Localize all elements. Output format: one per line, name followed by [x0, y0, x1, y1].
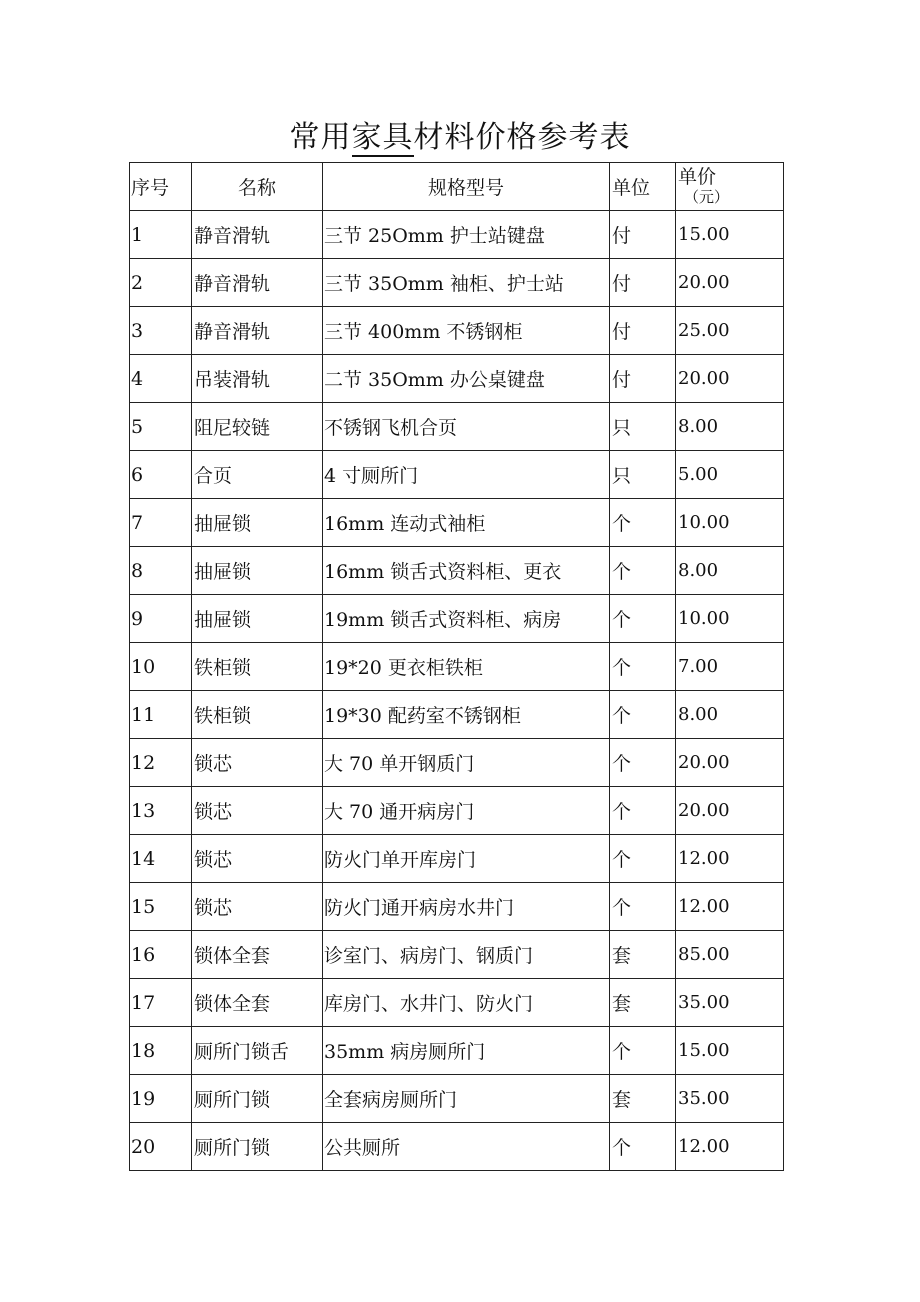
cell-unit: 付 [610, 211, 676, 259]
cell-spec: 16mm 锁舌式资料柜、更衣 [323, 547, 610, 595]
table-row [130, 547, 784, 595]
cell-no: 8 [130, 547, 192, 595]
cell-spec: 19*20 更衣柜铁柜 [323, 643, 610, 691]
cell-price: 8.00 [676, 403, 784, 451]
cell-unit: 个 [610, 739, 676, 787]
cell-price: 15.00 [676, 211, 784, 259]
cell-no: 5 [130, 403, 192, 451]
cell-no: 11 [130, 691, 192, 739]
table-row [130, 835, 784, 883]
table-header-row [130, 163, 784, 211]
cell-spec: 公共厕所 [323, 1123, 610, 1171]
cell-price: 12.00 [676, 883, 784, 931]
cell-price: 12.00 [676, 835, 784, 883]
cell-unit: 套 [610, 1075, 676, 1123]
cell-price: 20.00 [676, 355, 784, 403]
cell-price: 7.00 [676, 643, 784, 691]
table-row [130, 259, 784, 307]
cell-name: 阻尼较链 [192, 403, 323, 451]
cell-no: 6 [130, 451, 192, 499]
cell-price: 85.00 [676, 931, 784, 979]
price-table [129, 162, 784, 1171]
cell-name: 厕所门锁 [192, 1075, 323, 1123]
cell-spec: 大 70 单开钢质门 [323, 739, 610, 787]
cell-spec: 35mm 病房厕所门 [323, 1027, 610, 1075]
title-part-2-underlined: 家具 [351, 120, 414, 155]
cell-name: 锁体全套 [192, 979, 323, 1027]
cell-name: 铁柜锁 [192, 643, 323, 691]
cell-price: 20.00 [676, 787, 784, 835]
cell-unit: 个 [610, 547, 676, 595]
cell-name: 静音滑轨 [192, 211, 323, 259]
cell-name: 锁芯 [192, 835, 323, 883]
cell-unit: 个 [610, 835, 676, 883]
cell-spec: 库房门、水井门、防火门 [323, 979, 610, 1027]
cell-unit: 付 [610, 259, 676, 307]
cell-spec: 防火门通开病房水井门 [323, 883, 610, 931]
cell-name: 厕所门锁舌 [192, 1027, 323, 1075]
cell-unit: 个 [610, 787, 676, 835]
cell-spec: 全套病房厕所门 [323, 1075, 610, 1123]
page-title [0, 116, 920, 160]
cell-unit: 个 [610, 1123, 676, 1171]
table-row [130, 1075, 784, 1123]
header-price-line2: （元） [684, 187, 730, 206]
table-row [130, 355, 784, 403]
cell-price: 5.00 [676, 451, 784, 499]
cell-no: 2 [130, 259, 192, 307]
header-price-line1: 单价 [678, 165, 717, 188]
cell-price: 8.00 [676, 547, 784, 595]
cell-price: 10.00 [676, 595, 784, 643]
cell-no: 18 [130, 1027, 192, 1075]
cell-name: 锁体全套 [192, 931, 323, 979]
cell-spec: 不锈钢飞机合页 [323, 403, 610, 451]
cell-no: 20 [130, 1123, 192, 1171]
cell-unit: 个 [610, 595, 676, 643]
cell-spec: 三节 35Omm 袖柜、护士站 [323, 259, 610, 307]
cell-unit: 套 [610, 931, 676, 979]
cell-no: 9 [130, 595, 192, 643]
cell-spec: 诊室门、病房门、钢质门 [323, 931, 610, 979]
table-row [130, 739, 784, 787]
cell-spec: 大 70 通开病房门 [323, 787, 610, 835]
cell-spec: 4 寸厕所门 [323, 451, 610, 499]
table-row [130, 403, 784, 451]
cell-price: 12.00 [676, 1123, 784, 1171]
title-part-1: 常用 [289, 120, 352, 155]
cell-unit: 付 [610, 355, 676, 403]
cell-unit: 只 [610, 403, 676, 451]
cell-price: 8.00 [676, 691, 784, 739]
table-row [130, 499, 784, 547]
cell-price: 35.00 [676, 979, 784, 1027]
cell-name: 厕所门锁 [192, 1123, 323, 1171]
cell-unit: 套 [610, 979, 676, 1027]
cell-spec: 三节 25Omm 护士站键盘 [323, 211, 610, 259]
title-part-3: 材料价格参考表 [413, 120, 631, 155]
cell-no: 4 [130, 355, 192, 403]
cell-unit: 个 [610, 499, 676, 547]
table-row [130, 1123, 784, 1171]
cell-price: 20.00 [676, 739, 784, 787]
cell-unit: 付 [610, 307, 676, 355]
table-row [130, 787, 784, 835]
table-row [130, 595, 784, 643]
header-no: 序号 [130, 163, 192, 211]
header-unit: 单位 [610, 163, 676, 211]
cell-price: 15.00 [676, 1027, 784, 1075]
header-price [676, 163, 784, 211]
table-row [130, 883, 784, 931]
cell-no: 10 [130, 643, 192, 691]
table-row [130, 307, 784, 355]
cell-spec: 19*30 配药室不锈钢柜 [323, 691, 610, 739]
cell-no: 1 [130, 211, 192, 259]
table-row [130, 211, 784, 259]
header-spec: 规格型号 [323, 163, 610, 211]
table-row [130, 691, 784, 739]
cell-no: 13 [130, 787, 192, 835]
cell-name: 抽屉锁 [192, 547, 323, 595]
cell-name: 锁芯 [192, 787, 323, 835]
cell-name: 合页 [192, 451, 323, 499]
cell-no: 3 [130, 307, 192, 355]
cell-no: 15 [130, 883, 192, 931]
cell-no: 16 [130, 931, 192, 979]
cell-no: 17 [130, 979, 192, 1027]
cell-name: 铁柜锁 [192, 691, 323, 739]
cell-spec: 19mm 锁舌式资料柜、病房 [323, 595, 610, 643]
table-row [130, 931, 784, 979]
cell-unit: 个 [610, 643, 676, 691]
cell-name: 吊装滑轨 [192, 355, 323, 403]
cell-price: 35.00 [676, 1075, 784, 1123]
cell-spec: 防火门单开库房门 [323, 835, 610, 883]
cell-no: 12 [130, 739, 192, 787]
cell-no: 7 [130, 499, 192, 547]
cell-name: 锁芯 [192, 883, 323, 931]
table-row [130, 451, 784, 499]
cell-price: 10.00 [676, 499, 784, 547]
cell-no: 14 [130, 835, 192, 883]
table-row [130, 643, 784, 691]
cell-unit: 个 [610, 691, 676, 739]
cell-name: 静音滑轨 [192, 259, 323, 307]
table-row [130, 979, 784, 1027]
cell-spec: 三节 400mm 不锈钢柜 [323, 307, 610, 355]
cell-name: 静音滑轨 [192, 307, 323, 355]
cell-unit: 只 [610, 451, 676, 499]
cell-unit: 个 [610, 1027, 676, 1075]
cell-no: 19 [130, 1075, 192, 1123]
cell-name: 抽屉锁 [192, 499, 323, 547]
table-row [130, 1027, 784, 1075]
cell-price: 25.00 [676, 307, 784, 355]
cell-spec: 16mm 连动式袖柜 [323, 499, 610, 547]
cell-spec: 二节 35Omm 办公桌键盘 [323, 355, 610, 403]
cell-unit: 个 [610, 883, 676, 931]
cell-price: 20.00 [676, 259, 784, 307]
cell-name: 抽屉锁 [192, 595, 323, 643]
header-name: 名称 [192, 163, 323, 211]
cell-name: 锁芯 [192, 739, 323, 787]
